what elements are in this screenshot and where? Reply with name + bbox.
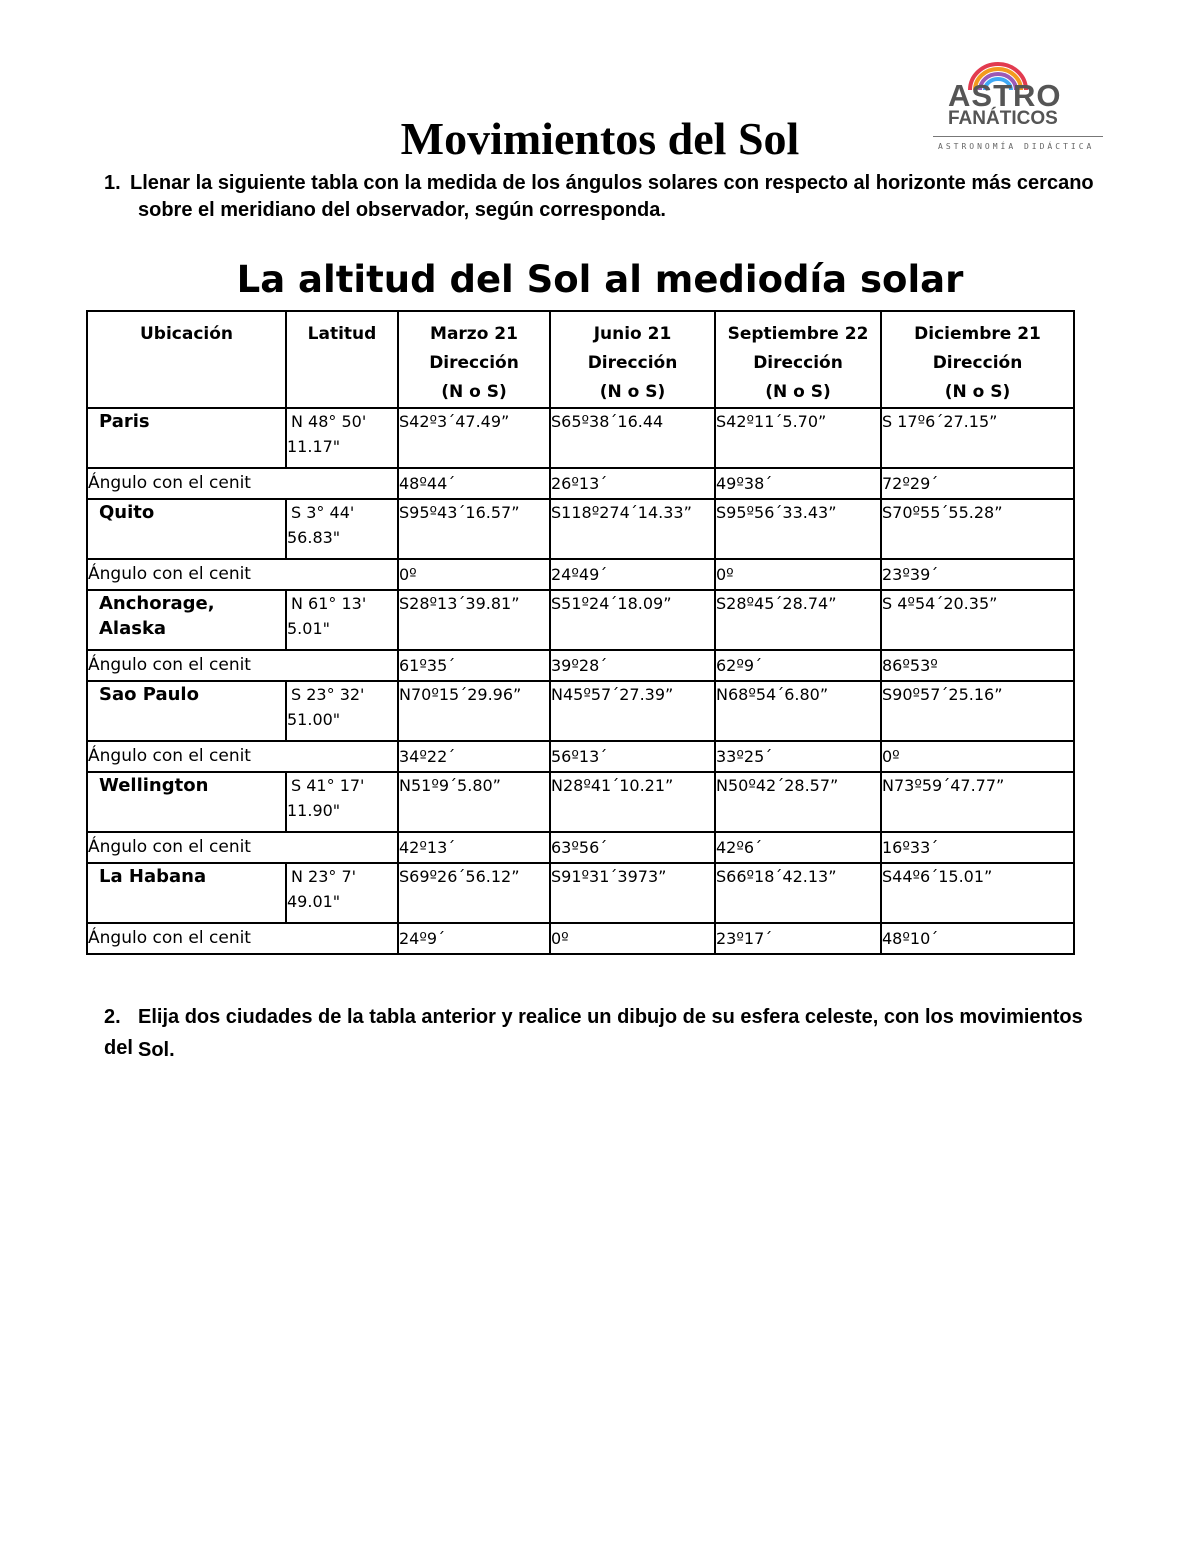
direction-cell-diciembre: S44º6´15.01” bbox=[881, 863, 1074, 923]
question-2-number: 2. bbox=[104, 1006, 121, 1028]
direction-cell-septiembre: S95º56´33.43” bbox=[715, 499, 881, 559]
direction-cell-diciembre: S70º55´55.28” bbox=[881, 499, 1074, 559]
direction-cell-septiembre: S66º18´42.13” bbox=[715, 863, 881, 923]
zenith-angle-row-wellington bbox=[87, 832, 1074, 863]
latitude-cell: N 61° 13' 5.01" bbox=[286, 590, 398, 650]
logo-word-astro: ASTRO bbox=[948, 78, 1062, 113]
direction-cell-marzo: S42º3´47.49” bbox=[398, 408, 550, 468]
zenith-angle-cell-septiembre: 33º25´ bbox=[715, 741, 881, 772]
column-header-diciembre: Diciembre 21 Dirección (N o S) bbox=[881, 311, 1074, 408]
zenith-angle-cell-junio: 56º13´ bbox=[550, 741, 715, 772]
question-1-line-1: Llenar la siguiente tabla con la medida de los ángulos solares con respecto al horizonte más cercano bbox=[130, 172, 1094, 194]
direction-cell-marzo: S95º43´16.57” bbox=[398, 499, 550, 559]
direction-cell-junio: N28º41´10.21” bbox=[550, 772, 715, 832]
direction-cell-marzo: S28º13´39.81” bbox=[398, 590, 550, 650]
direction-cell-junio: N45º57´27.39” bbox=[550, 681, 715, 741]
latitude-cell: N 48° 50' 11.17" bbox=[286, 408, 398, 468]
latitude-cell: S 23° 32' 51.00" bbox=[286, 681, 398, 741]
city-row-sao-paulo bbox=[87, 681, 1074, 741]
zenith-angle-cell-diciembre: 0º bbox=[881, 741, 1074, 772]
direction-cell-septiembre: S28º45´28.74” bbox=[715, 590, 881, 650]
column-header-septiembre: Septiembre 22 Dirección (N o S) bbox=[715, 311, 881, 408]
zenith-angle-cell-junio: 39º28´ bbox=[550, 650, 715, 681]
zenith-angle-label: Ángulo con el cenit bbox=[87, 468, 398, 499]
zenith-angle-cell-junio: 26º13´ bbox=[550, 468, 715, 499]
city-name: Anchorage, Alaska bbox=[87, 590, 286, 650]
direction-cell-septiembre: S42º11´5.70” bbox=[715, 408, 881, 468]
zenith-angle-cell-septiembre: 0º bbox=[715, 559, 881, 590]
zenith-angle-cell-marzo: 24º9´ bbox=[398, 923, 550, 954]
zenith-angle-label: Ángulo con el cenit bbox=[87, 923, 398, 954]
city-name: Wellington bbox=[87, 772, 286, 832]
direction-cell-junio: S65º38´16.44 bbox=[550, 408, 715, 468]
city-row-paris bbox=[87, 408, 1074, 468]
zenith-angle-row-anchorage-alaska bbox=[87, 650, 1074, 681]
direction-cell-junio: S91º31´3973” bbox=[550, 863, 715, 923]
question-2-line-2: Sol. bbox=[138, 1039, 175, 1061]
latitude-cell: N 23° 7' 49.01" bbox=[286, 863, 398, 923]
table-body bbox=[87, 408, 1074, 954]
question-1-line-2: sobre el meridiano del observador, según corresponda. bbox=[138, 199, 666, 221]
column-header-ubicacion: Ubicación bbox=[87, 311, 286, 408]
sun-altitude-table bbox=[86, 310, 1075, 955]
latitude-cell: S 3° 44' 56.83" bbox=[286, 499, 398, 559]
city-row-la-habana bbox=[87, 863, 1074, 923]
latitude-cell: S 41° 17' 11.90" bbox=[286, 772, 398, 832]
zenith-angle-cell-marzo: 48º44´ bbox=[398, 468, 550, 499]
zenith-angle-cell-septiembre: 23º17´ bbox=[715, 923, 881, 954]
table-title: La altitud del Sol al mediodía solar bbox=[236, 258, 964, 301]
direction-cell-marzo: N70º15´29.96” bbox=[398, 681, 550, 741]
city-row-quito bbox=[87, 499, 1074, 559]
zenith-angle-cell-septiembre: 42º6´ bbox=[715, 832, 881, 863]
column-header-latitud: Latitud bbox=[286, 311, 398, 408]
zenith-angle-cell-junio: 24º49´ bbox=[550, 559, 715, 590]
zenith-angle-cell-diciembre: 16º33´ bbox=[881, 832, 1074, 863]
city-name: Quito bbox=[87, 499, 286, 559]
logo-tagline: ASTRONOMÍA DIDÁCTICA bbox=[938, 142, 1095, 151]
zenith-angle-cell-septiembre: 62º9´ bbox=[715, 650, 881, 681]
zenith-angle-cell-septiembre: 49º38´ bbox=[715, 468, 881, 499]
question-2-line-1: Elija dos ciudades de la tabla anterior y realice un dibujo de su esfera celeste, con los movimientos del bbox=[104, 1006, 1083, 1059]
question-1 bbox=[104, 170, 1094, 197]
zenith-angle-cell-diciembre: 72º29´ bbox=[881, 468, 1074, 499]
page-title: Movimientos del Sol bbox=[400, 113, 800, 164]
zenith-angle-cell-marzo: 42º13´ bbox=[398, 832, 550, 863]
zenith-angle-cell-diciembre: 23º39´ bbox=[881, 559, 1074, 590]
zenith-angle-cell-marzo: 0º bbox=[398, 559, 550, 590]
direction-cell-septiembre: N50º42´28.57” bbox=[715, 772, 881, 832]
zenith-angle-row-la-habana bbox=[87, 923, 1074, 954]
zenith-angle-cell-diciembre: 86º53º bbox=[881, 650, 1074, 681]
direction-cell-junio: S118º274´14.33” bbox=[550, 499, 715, 559]
zenith-angle-cell-junio: 63º56´ bbox=[550, 832, 715, 863]
logo-word-fanaticos: FANÁTICOS bbox=[948, 108, 1058, 129]
direction-cell-diciembre: S90º57´25.16” bbox=[881, 681, 1074, 741]
zenith-angle-label: Ángulo con el cenit bbox=[87, 559, 398, 590]
column-header-junio: Junio 21 Dirección (N o S) bbox=[550, 311, 715, 408]
zenith-angle-row-quito bbox=[87, 559, 1074, 590]
zenith-angle-label: Ángulo con el cenit bbox=[87, 741, 398, 772]
direction-cell-marzo: S69º26´56.12” bbox=[398, 863, 550, 923]
direction-cell-septiembre: N68º54´6.80” bbox=[715, 681, 881, 741]
zenith-angle-cell-diciembre: 48º10´ bbox=[881, 923, 1074, 954]
direction-cell-diciembre: S 17º6´27.15” bbox=[881, 408, 1074, 468]
city-name: Sao Paulo bbox=[87, 681, 286, 741]
direction-cell-diciembre: N73º59´47.77” bbox=[881, 772, 1074, 832]
zenith-angle-cell-junio: 0º bbox=[550, 923, 715, 954]
direction-cell-marzo: N51º9´5.80” bbox=[398, 772, 550, 832]
zenith-angle-row-sao-paulo bbox=[87, 741, 1074, 772]
column-header-marzo: Marzo 21 Dirección (N o S) bbox=[398, 311, 550, 408]
zenith-angle-cell-marzo: 34º22´ bbox=[398, 741, 550, 772]
question-1-number: 1. bbox=[104, 172, 121, 194]
zenith-angle-cell-marzo: 61º35´ bbox=[398, 650, 550, 681]
city-row-wellington bbox=[87, 772, 1074, 832]
zenith-angle-label: Ángulo con el cenit bbox=[87, 832, 398, 863]
city-name: Paris bbox=[87, 408, 286, 468]
direction-cell-diciembre: S 4º54´20.35” bbox=[881, 590, 1074, 650]
table-header-row bbox=[87, 311, 1074, 408]
city-row-anchorage-alaska bbox=[87, 590, 1074, 650]
question-2 bbox=[104, 1002, 1114, 1064]
zenith-angle-label: Ángulo con el cenit bbox=[87, 650, 398, 681]
city-name: La Habana bbox=[87, 863, 286, 923]
direction-cell-junio: S51º24´18.09” bbox=[550, 590, 715, 650]
zenith-angle-row-paris bbox=[87, 468, 1074, 499]
